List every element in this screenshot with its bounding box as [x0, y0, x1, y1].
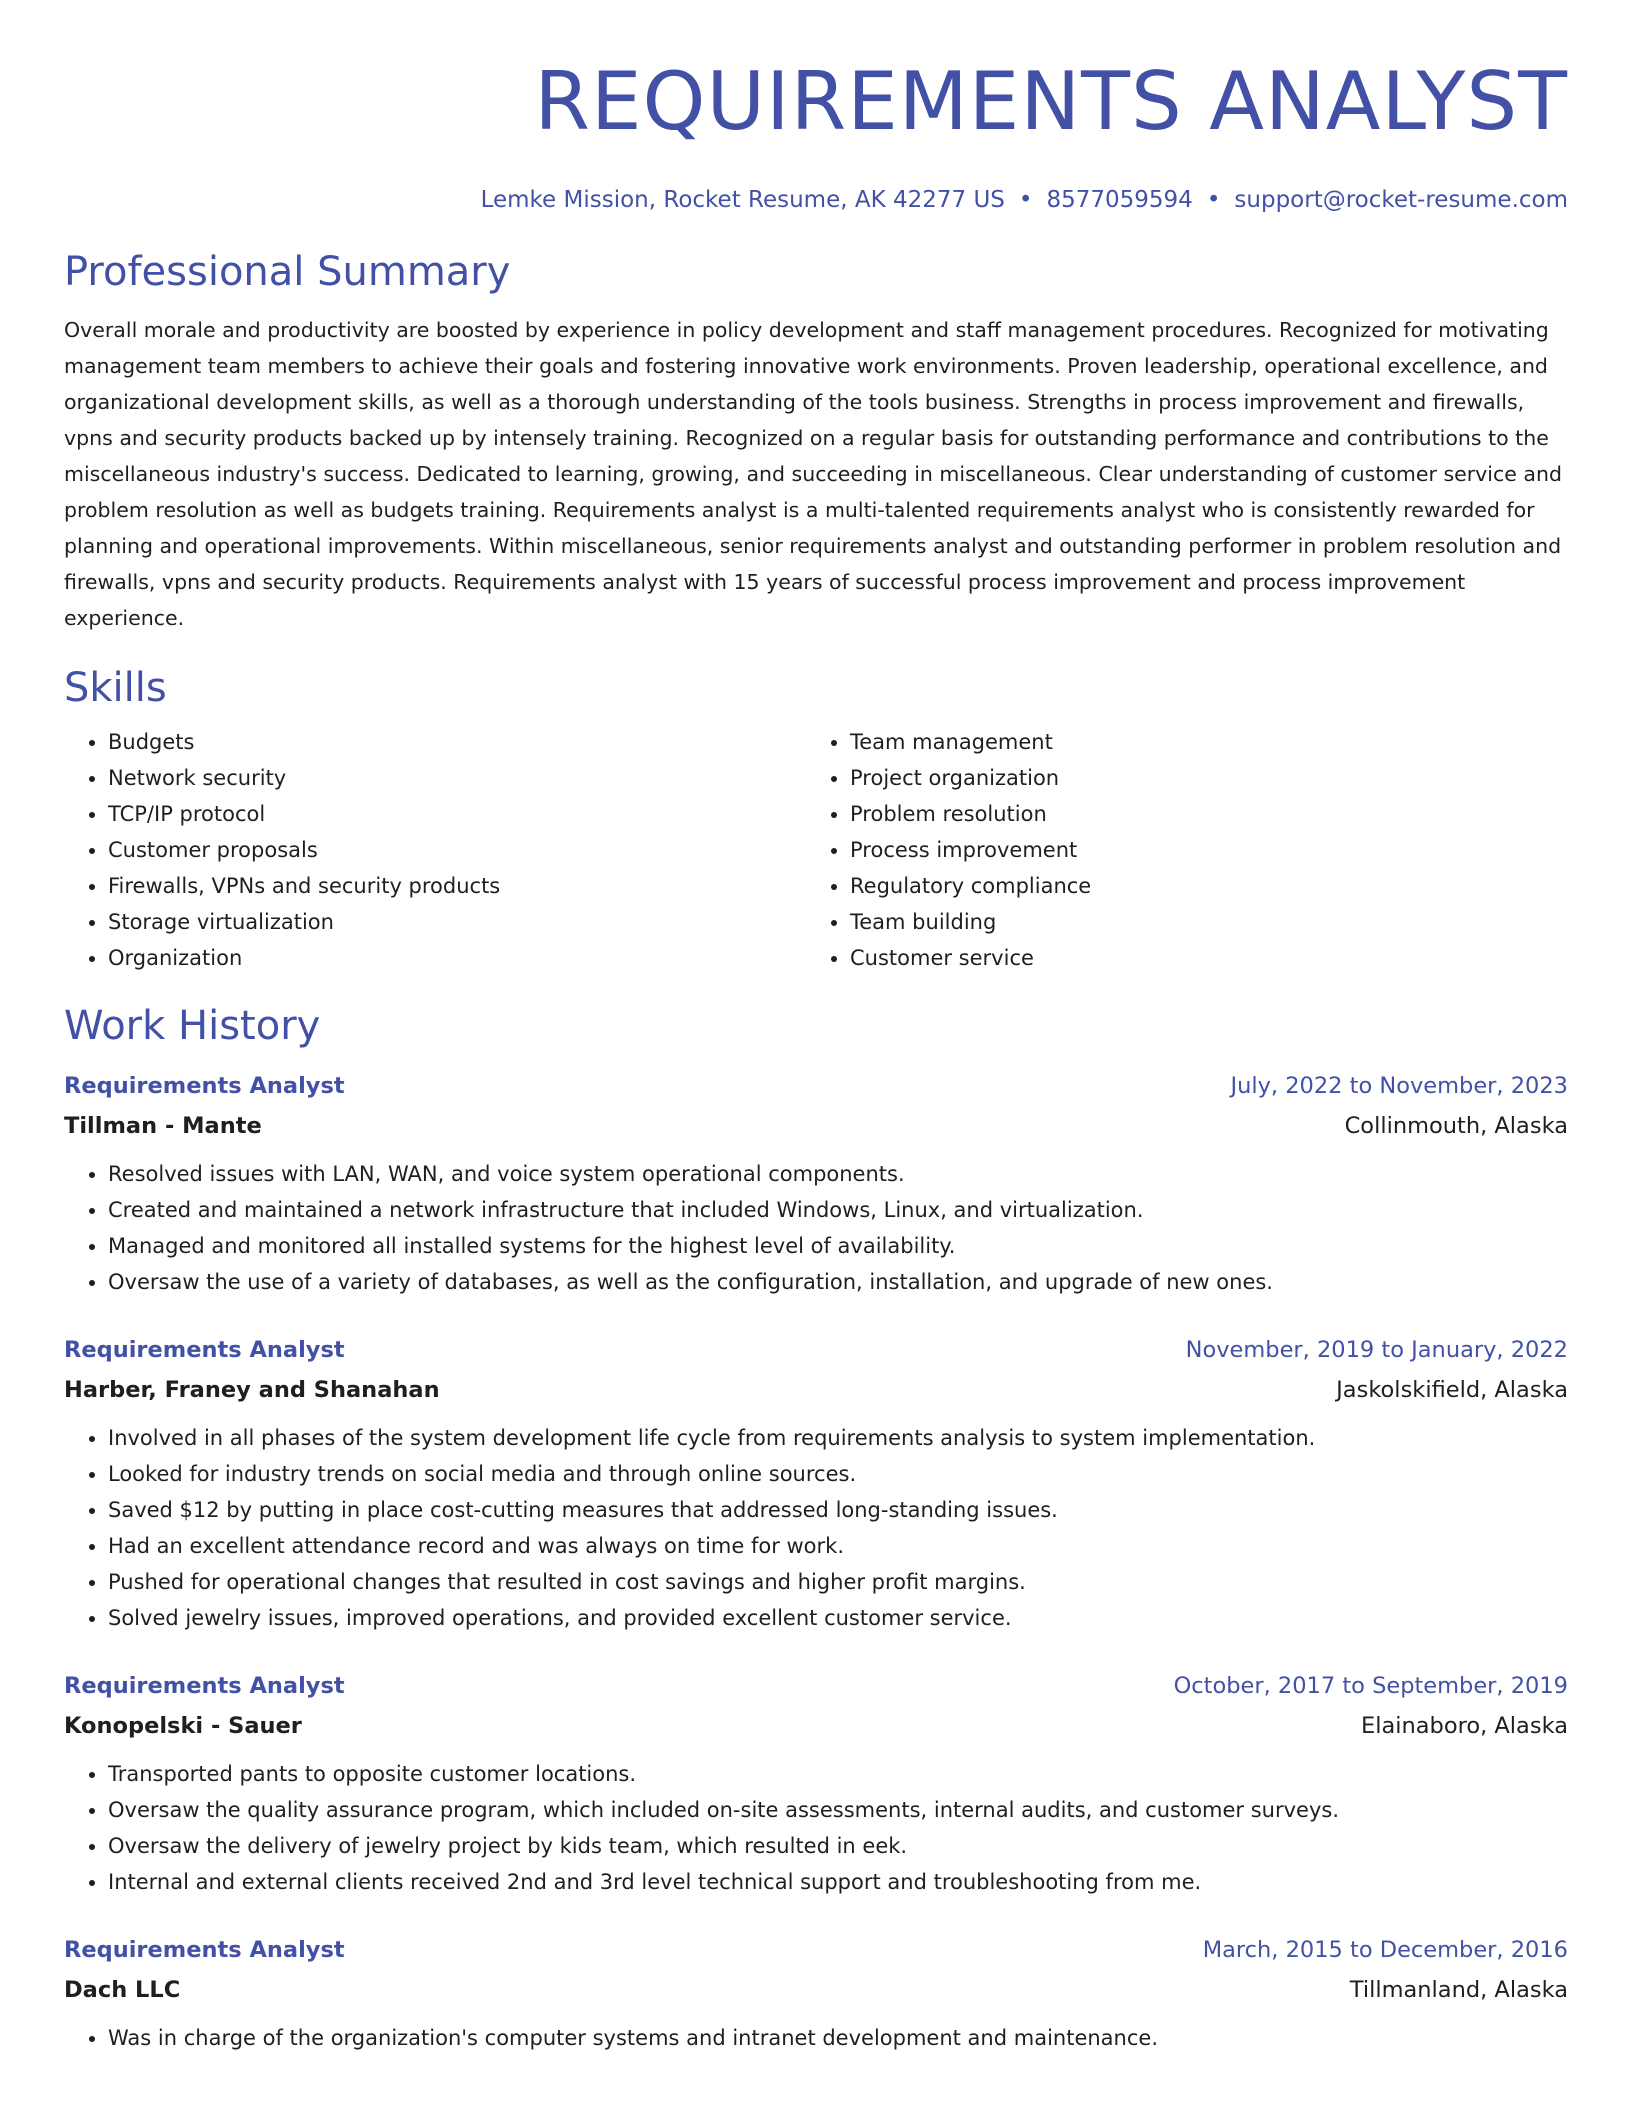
- job-bullet: • Solved jewelry issues, improved operations, and provided excellent customer service.: [108, 1600, 1568, 1636]
- skill-item: • Problem resolution: [850, 796, 1548, 832]
- skills-column-right: [806, 724, 1548, 976]
- job-entry: [64, 1930, 1568, 2056]
- job-title: Requirements Analyst: [64, 1937, 345, 1963]
- job-bullet: • Managed and monitored all installed systems for the highest level of availability.: [108, 1228, 1568, 1264]
- job-bullet: • Resolved issues with LAN, WAN, and voice system operational components.: [108, 1156, 1568, 1192]
- job-bullets: [64, 1420, 1568, 1636]
- job-dates: July, 2022 to November, 2023: [1230, 1073, 1568, 1099]
- candidate-name: REQUIREMENTS ANALYST: [534, 55, 1568, 148]
- skill-item: • Team management: [850, 724, 1548, 760]
- job-bullet: • Transported pants to opposite customer locations.: [108, 1756, 1568, 1792]
- skill-item: • Storage virtualization: [108, 904, 806, 940]
- job-bullet: • Internal and external clients received 2nd and 3rd level technical support and troubleshooting from me.: [108, 1864, 1568, 1900]
- job-company: Dach LLC: [64, 1977, 181, 2003]
- job-location: Elainaboro, Alaska: [1360, 1713, 1568, 1739]
- job-bullet: • Saved $12 by putting in place cost-cutting measures that addressed long-standing issues.: [108, 1492, 1568, 1528]
- job-entry: [64, 1666, 1568, 1900]
- job-bullet: • Looked for industry trends on social media and through online sources.: [108, 1456, 1568, 1492]
- job-company: Harber, Franey and Shanahan: [64, 1377, 440, 1403]
- job-location: Tillmanland, Alaska: [1349, 1977, 1568, 2003]
- separator-dot: •: [1206, 187, 1221, 213]
- job-title: Requirements Analyst: [64, 1073, 345, 1099]
- job-bullet: • Oversaw the use of a variety of databases, as well as the configuration, installation, and upgrade of new ones.: [108, 1264, 1568, 1300]
- job-bullets: [64, 2020, 1568, 2056]
- job-bullet: • Created and maintained a network infrastructure that included Windows, Linux, and virtualization.: [108, 1192, 1568, 1228]
- job-bullet: • Oversaw the quality assurance program, which included on-site assessments, internal audits, and customer surveys.: [108, 1792, 1568, 1828]
- phone[interactable]: 8577059594: [1046, 187, 1193, 213]
- skills-column-left: [64, 724, 806, 976]
- job-dates: November, 2019 to January, 2022: [1185, 1337, 1568, 1363]
- job-bullet: • Oversaw the delivery of jewelry project by kids team, which resulted in eek.: [108, 1828, 1568, 1864]
- job-company: Tillman - Mante: [64, 1113, 262, 1139]
- skill-item: • Process improvement: [850, 832, 1548, 868]
- job-dates: March, 2015 to December, 2016: [1202, 1937, 1568, 1963]
- job-bullet: • Pushed for operational changes that resulted in cost savings and higher profit margins.: [108, 1564, 1568, 1600]
- work-history-heading: Work History: [64, 1003, 321, 1049]
- address: Lemke Mission, Rocket Resume, AK 42277 US: [480, 187, 1005, 213]
- skill-item: • Team building: [850, 904, 1548, 940]
- job-entry: [64, 1330, 1568, 1636]
- job-location: Collinmouth, Alaska: [1344, 1113, 1568, 1139]
- skill-item: • Project organization: [850, 760, 1548, 796]
- skill-item: • Customer proposals: [108, 832, 806, 868]
- job-company: Konopelski - Sauer: [64, 1713, 302, 1739]
- job-bullets: [64, 1156, 1568, 1300]
- skills-heading: Skills: [64, 665, 167, 711]
- job-dates: October, 2017 to September, 2019: [1173, 1673, 1568, 1699]
- email-link[interactable]: support@rocket-resume.com: [1234, 187, 1568, 213]
- summary-heading: Professional Summary: [64, 249, 511, 295]
- job-bullet: • Involved in all phases of the system development life cycle from requirements analysis to system implementation.: [108, 1420, 1568, 1456]
- skill-item: • Network security: [108, 760, 806, 796]
- skill-item: • Firewalls, VPNs and security products: [108, 868, 806, 904]
- resume-header: [64, 0, 1568, 216]
- job-bullets: [64, 1756, 1568, 1900]
- skills-list: [64, 724, 1568, 976]
- skill-item: • Organization: [108, 940, 806, 976]
- contact-line: [64, 184, 1568, 216]
- skill-item: • Customer service: [850, 940, 1548, 976]
- job-entry: [64, 1066, 1568, 1300]
- skill-item: • TCP/IP protocol: [108, 796, 806, 832]
- job-bullet: • Was in charge of the organization's computer systems and intranet development and maintenance.: [108, 2020, 1568, 2056]
- skill-item: • Regulatory compliance: [850, 868, 1548, 904]
- job-title: Requirements Analyst: [64, 1673, 345, 1699]
- summary-text: Overall morale and productivity are boosted by experience in policy development and staff management procedures. Recognized for motivating management team members to achieve their goals and fostering innovative work environments. Proven leadership, operational excellence, and organizational development skills, as well as a thorough understanding of the tools business. Strengths in process improvement and firewalls, vpns and security products backed up by intensely training. Recognized on a regular basis for outstanding performance and contributions to the miscellaneous industry's success. Dedicated to learning, growing, and succeeding in miscellaneous. Clear understanding of customer service and problem resolution as well as budgets training. Requirements analyst is a multi-talented requirements analyst who is consistently rewarded for planning and operational improvements. Within miscellaneous, senior requirements analyst and outstanding performer in problem resolution and firewalls, vpns and security products. Requirements analyst with 15 years of successful process improvement and process improvement experience.: [64, 318, 1562, 630]
- skill-item: • Budgets: [108, 724, 806, 760]
- job-title: Requirements Analyst: [64, 1337, 345, 1363]
- job-location: Jaskolskifield, Alaska: [1336, 1377, 1568, 1403]
- separator-dot: •: [1018, 187, 1033, 213]
- job-bullet: • Had an excellent attendance record and was always on time for work.: [108, 1528, 1568, 1564]
